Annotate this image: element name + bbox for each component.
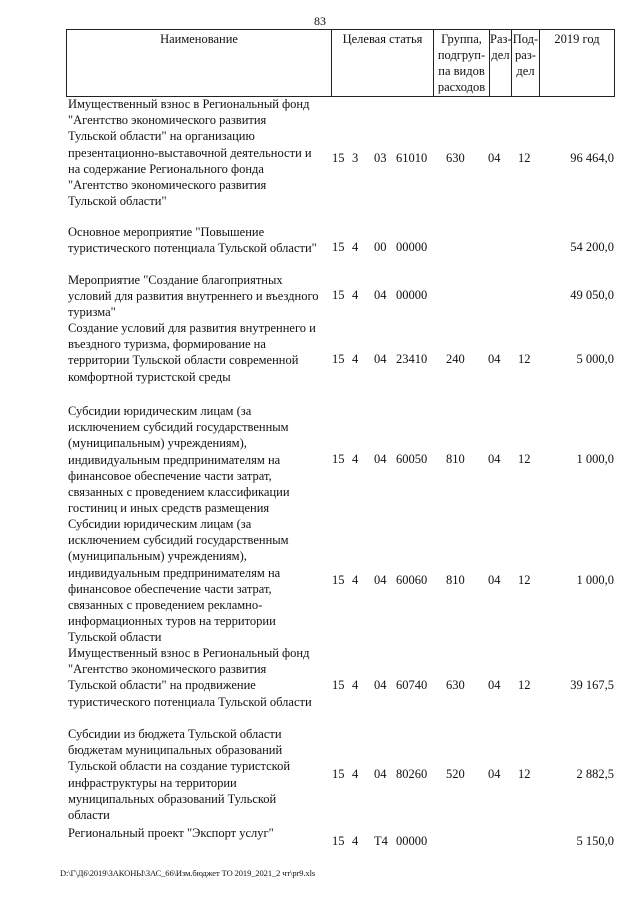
cell-podrazdel: 12 [518,151,531,165]
cell-subprogram: 4 [352,288,359,302]
cell-amount: 1 000,0 [576,452,614,466]
cell-subprogram: 4 [352,573,359,587]
cell-program: 15 [332,151,345,165]
row-name: Региональный проект "Экспорт услуг" [68,826,274,840]
cell-event: 04 [374,678,387,692]
cell-direction: 00000 [396,834,428,848]
cell-event: Т4 [374,834,388,848]
cell-event: 04 [374,573,387,587]
cell-direction: 80260 [396,767,428,781]
cell-event: 04 [374,352,387,366]
cell-direction: 23410 [396,352,428,366]
cell-group: 810 [446,573,465,587]
cell-amount: 2 882,5 [576,767,614,781]
cell-amount: 96 464,0 [570,151,614,165]
row-name: Субсидии юридическим лицам (за исключением субсидий государственным (муниципальным) учреждениям), индивидуальным предпринимателям на финансовое обеспечение части затрат, связанных с проведением классификации гостиниц и иных средств размещения [68,404,290,516]
cell-program: 15 [332,352,345,366]
cell-razdel: 04 [488,767,501,781]
file-path-footer: D:\Г\Д6\2019\ЗАКОНЫ\ЗАС_66\Изм.бюджет ТО 2019_2021_2 чт\pr9.xls [60,868,316,878]
cell-group: 240 [446,352,465,366]
row-name: Основное мероприятие "Повышение туристического потенциала Тульской области" [68,225,317,256]
cell-event: 00 [374,240,387,254]
cell-program: 15 [332,288,345,302]
header-year: 2019 год [539,30,614,96]
cell-event: 04 [374,767,387,781]
row-name: Мероприятие "Создание благоприятных условий для развития внутреннего и въездного туризма" [68,273,319,320]
cell-direction: 60050 [396,452,428,466]
cell-program: 15 [332,452,345,466]
cell-razdel: 04 [488,352,501,366]
cell-subprogram: 4 [352,834,359,848]
cell-amount: 54 200,0 [570,240,614,254]
row-name: Субсидии юридическим лицам (за исключением субсидий государственным (муниципальным) учреждениям), индивидуальным предпринимателям на финансовое обеспечение части затрат, связанных с проведением рекламно- информационных туров на территории Тульской области [68,517,289,645]
row-name: Имущественный взнос в Региональный фонд "Агентство экономического развития Тульской области" на продвижение туристического потенциала Тульской области [68,646,312,709]
page-number: 83 [314,14,326,28]
cell-podrazdel: 12 [518,452,531,466]
cell-amount: 49 050,0 [570,288,614,302]
cell-subprogram: 4 [352,767,359,781]
header-target-article: Целевая статья [331,30,433,96]
cell-amount: 5 150,0 [576,834,614,848]
cell-subprogram: 3 [352,151,359,165]
cell-amount: 5 000,0 [576,352,614,366]
cell-razdel: 04 [488,573,501,587]
cell-razdel: 04 [488,678,501,692]
cell-group: 520 [446,767,465,781]
row-name: Создание условий для развития внутреннего и въездного туризма, формирование на территории Тульской области современной комфортной туристской среды [68,321,316,384]
cell-program: 15 [332,678,345,692]
cell-direction: 00000 [396,240,428,254]
header-name: Наименование [160,32,238,46]
cell-event: 03 [374,151,387,165]
row-name: Субсидии из бюджета Тульской области бюджетам муниципальных образований Тульской области на создание туристской инфраструктуры на территории муниципальных образований Тульской области [68,727,291,823]
cell-program: 15 [332,240,345,254]
header-podrazdel: Под- раз- дел [511,30,539,96]
cell-direction: 00000 [396,288,428,302]
cell-group: 630 [446,678,465,692]
cell-direction: 60060 [396,573,428,587]
cell-event: 04 [374,452,387,466]
table-header [66,29,615,97]
cell-program: 15 [332,834,345,848]
cell-subprogram: 4 [352,678,359,692]
cell-subprogram: 4 [352,240,359,254]
cell-group: 810 [446,452,465,466]
cell-subprogram: 4 [352,352,359,366]
cell-program: 15 [332,573,345,587]
cell-amount: 1 000,0 [576,573,614,587]
cell-razdel: 04 [488,452,501,466]
cell-podrazdel: 12 [518,352,531,366]
row-name: Имущественный взнос в Региональный фонд "Агентство экономического развития Тульской области" на организацию презентационно-выставочной деятельности и на содержание Регионального фонда "Агентство экономического развития Тульской области" [68,97,312,209]
header-razdel: Раз- дел [489,30,511,96]
cell-amount: 39 167,5 [570,678,614,692]
cell-direction: 61010 [396,151,428,165]
cell-program: 15 [332,767,345,781]
cell-razdel: 04 [488,151,501,165]
cell-podrazdel: 12 [518,678,531,692]
cell-group: 630 [446,151,465,165]
cell-event: 04 [374,288,387,302]
cell-podrazdel: 12 [518,767,531,781]
header-group: Группа, подгруп- па видов расходов [433,30,489,96]
cell-podrazdel: 12 [518,573,531,587]
cell-subprogram: 4 [352,452,359,466]
cell-direction: 60740 [396,678,428,692]
